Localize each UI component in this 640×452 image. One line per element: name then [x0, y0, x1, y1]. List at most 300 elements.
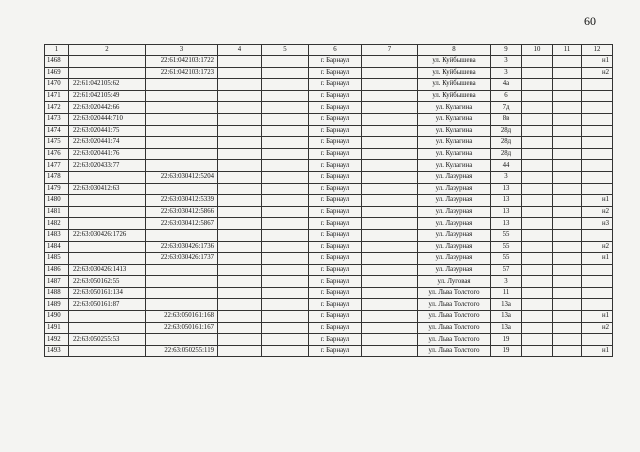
table-cell: г. Барнаул: [309, 195, 362, 207]
table-cell: н2: [582, 206, 613, 218]
table-cell: [522, 334, 553, 346]
table-cell: ул. Кулагина: [418, 137, 491, 149]
table-cell: 1471: [45, 90, 69, 102]
table-cell: [262, 90, 309, 102]
column-header: 3: [146, 45, 218, 56]
table-cell: 1473: [45, 113, 69, 125]
table-cell: [553, 195, 582, 207]
table-cell: 1477: [45, 160, 69, 172]
table-cell: г. Барнаул: [309, 183, 362, 195]
table-cell: [362, 299, 418, 311]
table-cell: [146, 137, 218, 149]
table-cell: г. Барнаул: [309, 125, 362, 137]
table-cell: [262, 102, 309, 114]
column-header: 9: [491, 45, 522, 56]
table-cell: [362, 206, 418, 218]
table-cell: ул. Лазурная: [418, 218, 491, 230]
table-row: [45, 311, 613, 323]
table-cell: 1490: [45, 311, 69, 323]
table-cell: [218, 171, 262, 183]
table-cell: [218, 276, 262, 288]
table-cell: [262, 195, 309, 207]
table-cell: [218, 90, 262, 102]
table-cell: ул. Лазурная: [418, 253, 491, 265]
table-cell: 22:63:050161:167: [146, 322, 218, 334]
table-cell: г. Барнаул: [309, 56, 362, 68]
table-cell: [218, 253, 262, 265]
table-row: [45, 218, 613, 230]
table-cell: [362, 311, 418, 323]
table-cell: [582, 90, 613, 102]
table-cell: [218, 241, 262, 253]
table-cell: [262, 253, 309, 265]
table-row: [45, 287, 613, 299]
table-cell: 55: [491, 241, 522, 253]
table-cell: [582, 125, 613, 137]
table-cell: ул. Кулагина: [418, 148, 491, 160]
table-cell: [69, 56, 146, 68]
table-cell: [362, 137, 418, 149]
table-cell: [362, 322, 418, 334]
table-cell: 1478: [45, 171, 69, 183]
table-cell: 3: [491, 67, 522, 79]
table-cell: 3: [491, 171, 522, 183]
table-cell: [522, 229, 553, 241]
table-cell: [553, 171, 582, 183]
table-cell: [553, 241, 582, 253]
table-cell: [522, 206, 553, 218]
table-cell: [553, 311, 582, 323]
table-cell: 19: [491, 334, 522, 346]
table-cell: [522, 67, 553, 79]
table-cell: [553, 322, 582, 334]
table-cell: [262, 241, 309, 253]
table-cell: [522, 183, 553, 195]
table-cell: 22:63:030412:5866: [146, 206, 218, 218]
table-cell: г. Барнаул: [309, 102, 362, 114]
table-cell: [553, 299, 582, 311]
table-cell: [146, 183, 218, 195]
table-cell: 22:63:050255:53: [69, 334, 146, 346]
table-cell: 22:63:020444:710: [69, 113, 146, 125]
table-cell: ул. Кулагина: [418, 102, 491, 114]
table-cell: 3: [491, 56, 522, 68]
table-cell: 1474: [45, 125, 69, 137]
table-cell: [218, 125, 262, 137]
table-cell: 22:63:030426:1737: [146, 253, 218, 265]
table-cell: 1493: [45, 345, 69, 357]
table-cell: г. Барнаул: [309, 113, 362, 125]
table-cell: [553, 90, 582, 102]
table-cell: [218, 322, 262, 334]
table-cell: [146, 264, 218, 276]
table-cell: ул. Куйбышева: [418, 56, 491, 68]
table-cell: [362, 171, 418, 183]
table-cell: 22:63:050161:134: [69, 287, 146, 299]
column-header: 5: [262, 45, 309, 56]
table-cell: 22:63:030412:5867: [146, 218, 218, 230]
table-cell: [262, 56, 309, 68]
table-cell: [262, 311, 309, 323]
table-cell: [218, 206, 262, 218]
table-cell: [69, 322, 146, 334]
table-cell: 1485: [45, 253, 69, 265]
table-cell: 1472: [45, 102, 69, 114]
table-cell: [146, 79, 218, 91]
table-cell: [146, 148, 218, 160]
table-cell: [362, 264, 418, 276]
table-cell: 11: [491, 287, 522, 299]
table-cell: 1487: [45, 276, 69, 288]
table-cell: 22:63:030412:5339: [146, 195, 218, 207]
table-cell: 1476: [45, 148, 69, 160]
table-cell: ул. Луговая: [418, 276, 491, 288]
column-header: 6: [309, 45, 362, 56]
table-row: [45, 206, 613, 218]
table-cell: [262, 299, 309, 311]
table-row: [45, 334, 613, 346]
table-cell: [522, 79, 553, 91]
column-header: 4: [218, 45, 262, 56]
table-cell: 13: [491, 206, 522, 218]
table-cell: г. Барнаул: [309, 206, 362, 218]
table-cell: [582, 183, 613, 195]
table-cell: [218, 264, 262, 276]
table-cell: г. Барнаул: [309, 160, 362, 172]
table-row: [45, 160, 613, 172]
table-cell: ул. Льва Толстого: [418, 287, 491, 299]
table-cell: [553, 102, 582, 114]
column-header: 1: [45, 45, 69, 56]
table-cell: [362, 195, 418, 207]
table-cell: 1491: [45, 322, 69, 334]
table-row: [45, 322, 613, 334]
table-cell: г. Барнаул: [309, 148, 362, 160]
table-row: [45, 171, 613, 183]
table-cell: г. Барнаул: [309, 137, 362, 149]
table-cell: 22:63:020441:76: [69, 148, 146, 160]
table-cell: г. Барнаул: [309, 322, 362, 334]
column-header: 2: [69, 45, 146, 56]
table-cell: ул. Льва Толстого: [418, 334, 491, 346]
table-cell: [218, 311, 262, 323]
table-cell: ул. Льва Толстого: [418, 311, 491, 323]
table-cell: 1492: [45, 334, 69, 346]
table-cell: 1488: [45, 287, 69, 299]
table-cell: 4а: [491, 79, 522, 91]
table-cell: [146, 113, 218, 125]
table-cell: [553, 79, 582, 91]
header-row: [45, 45, 613, 56]
table-row: [45, 102, 613, 114]
table-cell: [218, 334, 262, 346]
table-cell: [146, 287, 218, 299]
table-cell: [553, 56, 582, 68]
table-cell: [522, 276, 553, 288]
table-cell: ул. Куйбышева: [418, 90, 491, 102]
table-row: [45, 241, 613, 253]
table-cell: н2: [582, 67, 613, 79]
table-cell: [362, 334, 418, 346]
table-cell: [218, 183, 262, 195]
table-cell: [362, 113, 418, 125]
table-cell: г. Барнаул: [309, 241, 362, 253]
table-cell: ул. Льва Толстого: [418, 322, 491, 334]
table-cell: 1470: [45, 79, 69, 91]
table-cell: 22:61:042103:1722: [146, 56, 218, 68]
table-cell: 22:63:050162:55: [69, 276, 146, 288]
table-cell: [69, 67, 146, 79]
table-cell: [262, 79, 309, 91]
table-cell: [582, 334, 613, 346]
table-cell: [262, 218, 309, 230]
table-cell: 8в: [491, 113, 522, 125]
table-cell: ул. Лазурная: [418, 229, 491, 241]
table-cell: [218, 113, 262, 125]
table-cell: 1484: [45, 241, 69, 253]
table-cell: [522, 311, 553, 323]
table-cell: [146, 229, 218, 241]
table-cell: [553, 137, 582, 149]
table-cell: [522, 264, 553, 276]
table-cell: [218, 137, 262, 149]
table-cell: 1480: [45, 195, 69, 207]
table-cell: [362, 253, 418, 265]
table-cell: [522, 241, 553, 253]
table-cell: г. Барнаул: [309, 264, 362, 276]
table-cell: 22:61:042105:62: [69, 79, 146, 91]
table-cell: [553, 229, 582, 241]
column-header: 7: [362, 45, 418, 56]
table-cell: [522, 171, 553, 183]
registry-table: [44, 44, 613, 357]
table-cell: [582, 148, 613, 160]
table-cell: [553, 276, 582, 288]
table-cell: [582, 264, 613, 276]
table-cell: ул. Лазурная: [418, 241, 491, 253]
table-cell: 1481: [45, 206, 69, 218]
table-cell: ул. Кулагина: [418, 160, 491, 172]
table-cell: [218, 345, 262, 357]
column-header: 12: [582, 45, 613, 56]
table-cell: [262, 345, 309, 357]
table-cell: [262, 206, 309, 218]
table-cell: [218, 160, 262, 172]
table-cell: [522, 148, 553, 160]
table-cell: 22:63:030426:1413: [69, 264, 146, 276]
table-cell: [553, 287, 582, 299]
table-cell: 13: [491, 218, 522, 230]
table-cell: 55: [491, 229, 522, 241]
table-cell: [69, 218, 146, 230]
table-cell: 1469: [45, 67, 69, 79]
table-cell: [218, 79, 262, 91]
table-cell: [262, 229, 309, 241]
table-cell: 1483: [45, 229, 69, 241]
table-row: [45, 183, 613, 195]
table-cell: ул. Кулагина: [418, 113, 491, 125]
table-cell: [262, 334, 309, 346]
table-cell: [262, 125, 309, 137]
table-cell: 3: [491, 276, 522, 288]
table-cell: [262, 287, 309, 299]
table-cell: [262, 160, 309, 172]
table-cell: [553, 67, 582, 79]
table-cell: [362, 56, 418, 68]
table-cell: [218, 195, 262, 207]
table-cell: г. Барнаул: [309, 67, 362, 79]
table-cell: [522, 195, 553, 207]
table-cell: [582, 160, 613, 172]
table-cell: [522, 253, 553, 265]
table-cell: [553, 218, 582, 230]
table-cell: [522, 345, 553, 357]
table-cell: ул. Лазурная: [418, 183, 491, 195]
table-cell: [362, 345, 418, 357]
table-cell: [362, 287, 418, 299]
table-row: [45, 253, 613, 265]
table-row: [45, 229, 613, 241]
table-cell: 1486: [45, 264, 69, 276]
table-cell: [522, 322, 553, 334]
table-row: [45, 90, 613, 102]
table-cell: [146, 125, 218, 137]
table-cell: [362, 160, 418, 172]
table-cell: н1: [582, 195, 613, 207]
table-cell: 28д: [491, 125, 522, 137]
table-cell: г. Барнаул: [309, 229, 362, 241]
table-cell: г. Барнаул: [309, 90, 362, 102]
table-cell: [522, 160, 553, 172]
table-cell: [69, 253, 146, 265]
table-cell: 22:63:050255:119: [146, 345, 218, 357]
table-cell: 13: [491, 195, 522, 207]
table-cell: [146, 90, 218, 102]
table-cell: 13а: [491, 299, 522, 311]
table-cell: [69, 195, 146, 207]
table-cell: [218, 67, 262, 79]
table-cell: [218, 102, 262, 114]
table-cell: [262, 148, 309, 160]
table-cell: г. Барнаул: [309, 345, 362, 357]
table-cell: 28д: [491, 148, 522, 160]
table-cell: [522, 125, 553, 137]
table-cell: 1468: [45, 56, 69, 68]
table-cell: [146, 276, 218, 288]
table-cell: 1479: [45, 183, 69, 195]
table-cell: [553, 264, 582, 276]
table-cell: 19: [491, 345, 522, 357]
table-cell: 13а: [491, 311, 522, 323]
table-cell: 22:63:030412:5204: [146, 171, 218, 183]
table-cell: ул. Льва Толстого: [418, 299, 491, 311]
table-cell: 1482: [45, 218, 69, 230]
table-cell: [262, 113, 309, 125]
table-cell: [582, 229, 613, 241]
table-cell: [553, 160, 582, 172]
table-cell: г. Барнаул: [309, 311, 362, 323]
table-cell: [218, 218, 262, 230]
table-cell: [582, 102, 613, 114]
table-row: [45, 299, 613, 311]
table-row: [45, 276, 613, 288]
table-cell: [69, 206, 146, 218]
table-row: [45, 137, 613, 149]
table-cell: [522, 299, 553, 311]
table-cell: 7д: [491, 102, 522, 114]
table-cell: [262, 183, 309, 195]
table-cell: [146, 334, 218, 346]
table-cell: [362, 67, 418, 79]
table-cell: 1489: [45, 299, 69, 311]
table-cell: [522, 56, 553, 68]
column-header: 8: [418, 45, 491, 56]
table-cell: [218, 229, 262, 241]
table-cell: [362, 229, 418, 241]
table-cell: [218, 287, 262, 299]
table-cell: н1: [582, 345, 613, 357]
table-cell: 22:63:020441:75: [69, 125, 146, 137]
table-cell: [553, 113, 582, 125]
table-cell: 22:63:020441:74: [69, 137, 146, 149]
page-number: 60: [584, 14, 596, 28]
table-cell: [582, 137, 613, 149]
table-cell: [522, 218, 553, 230]
table-cell: [146, 102, 218, 114]
table-cell: ул. Льва Толстого: [418, 345, 491, 357]
table-cell: [553, 148, 582, 160]
table-cell: 22:63:020442:66: [69, 102, 146, 114]
table-cell: 1475: [45, 137, 69, 149]
table-cell: [522, 137, 553, 149]
table-cell: н1: [582, 56, 613, 68]
table-cell: [69, 241, 146, 253]
table-cell: [553, 253, 582, 265]
table-cell: [553, 345, 582, 357]
table-cell: 13а: [491, 322, 522, 334]
table-cell: н1: [582, 311, 613, 323]
table-cell: г. Барнаул: [309, 171, 362, 183]
table-cell: 13: [491, 183, 522, 195]
table-cell: н2: [582, 241, 613, 253]
table-cell: ул. Лазурная: [418, 195, 491, 207]
table-cell: г. Барнаул: [309, 79, 362, 91]
table-cell: [69, 311, 146, 323]
table-cell: [362, 183, 418, 195]
table-cell: [582, 299, 613, 311]
table-cell: [362, 218, 418, 230]
table-cell: [69, 345, 146, 357]
table-cell: [522, 113, 553, 125]
table-cell: [582, 287, 613, 299]
table-cell: 22:63:030426:1726: [69, 229, 146, 241]
table-cell: [262, 137, 309, 149]
table-row: [45, 113, 613, 125]
table-cell: [262, 322, 309, 334]
table-cell: н3: [582, 218, 613, 230]
table-cell: [362, 90, 418, 102]
table-cell: [582, 171, 613, 183]
column-header: 11: [553, 45, 582, 56]
table-row: [45, 195, 613, 207]
table-cell: 22:63:030426:1736: [146, 241, 218, 253]
table-body: [45, 56, 613, 357]
table-cell: н1: [582, 253, 613, 265]
table-cell: [262, 171, 309, 183]
table-cell: ул. Куйбышева: [418, 67, 491, 79]
table-cell: 22:61:042103:1723: [146, 67, 218, 79]
table-cell: г. Барнаул: [309, 334, 362, 346]
